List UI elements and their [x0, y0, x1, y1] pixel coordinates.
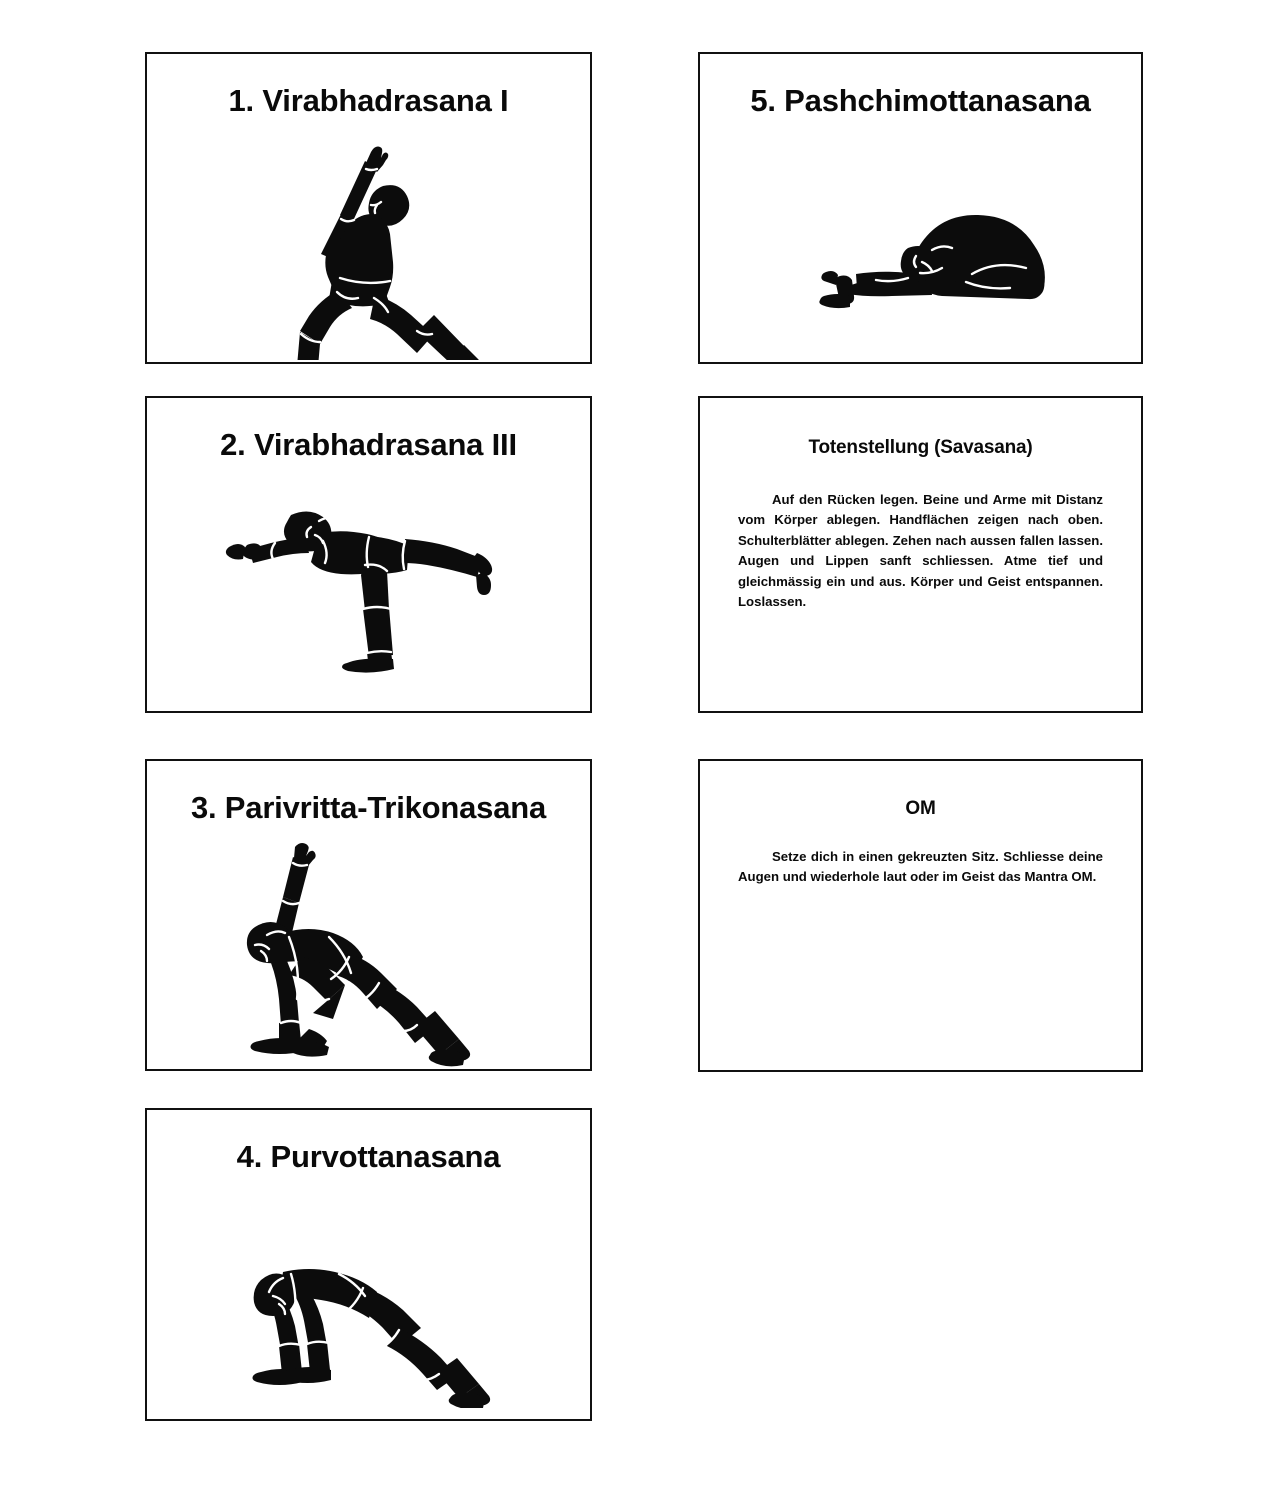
pose-illustration-seated-forward-bend — [700, 204, 1141, 324]
card-virabhadrasana-3[interactable] — [145, 396, 592, 713]
card-parivritta-trikonasana[interactable] — [145, 759, 592, 1071]
pose-illustration-warrior-one — [147, 142, 590, 360]
card-title: Totenstellung (Savasana) — [808, 437, 1033, 458]
card-body-text: Setze dich in einen gekreuzten Sitz. Schliesse deine Augen und wiederhole laut oder im Geist das Mantra OM. — [738, 849, 1103, 885]
pose-illustration-warrior-three — [147, 486, 590, 701]
pose-illustration-upward-plank — [147, 1240, 590, 1415]
card-body-text: Auf den Rücken legen. Beine und Arme mit Distanz vom Körper ablegen. Handflächen zeigen nach oben. Schulterblätter ablegen. Zehen nach aussen fallen lassen. Augen und Lippen sanft schliessen. Atme tief und gleichmässig ein und aus. Körper und Geist entspannen. Loslassen. — [738, 492, 1103, 610]
card-title: OM — [905, 798, 936, 819]
card-virabhadrasana-1[interactable] — [145, 52, 592, 364]
pose-illustration-revolved-triangle — [147, 841, 590, 1069]
card-title: 5. Pashchimottanasana — [750, 83, 1091, 118]
card-title: 1. Virabhadrasana I — [228, 83, 509, 118]
card-title: 3. Parivritta-Trikonasana — [190, 790, 547, 825]
card-title: 2. Virabhadrasana III — [220, 427, 517, 462]
card-savasana[interactable] — [698, 396, 1143, 713]
card-purvottanasana[interactable] — [145, 1108, 592, 1421]
card-om[interactable] — [698, 759, 1143, 1072]
card-title: 4. Purvottanasana — [236, 1139, 501, 1174]
card-pashchimottanasana[interactable] — [698, 52, 1143, 364]
